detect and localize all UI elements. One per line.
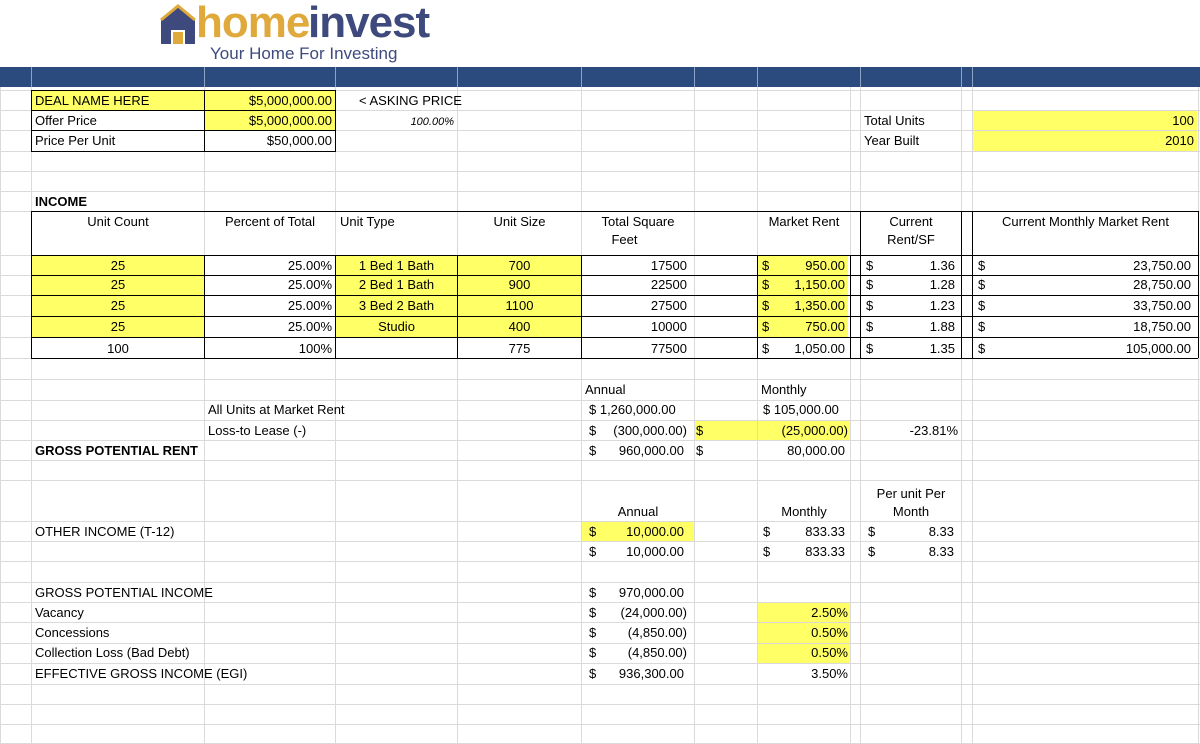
market-rent-cell[interactable]: 1,350.00 <box>794 298 845 313</box>
oi-currency: $ <box>589 524 597 539</box>
logo-home-text: home <box>196 0 310 47</box>
monthly-market-rent-cell: 18,750.00 <box>1133 319 1191 334</box>
unit-size-avg: 775 <box>508 341 531 356</box>
ltl-pct: -23.81% <box>909 423 958 438</box>
year-built-label: Year Built <box>864 133 920 148</box>
oi-annual-label: Annual <box>617 504 659 519</box>
rsf-currency: $ <box>866 341 874 356</box>
offer-price-label: Offer Price <box>35 113 97 128</box>
sqft-cell: 27500 <box>650 298 687 313</box>
unit-size-cell[interactable]: 900 <box>508 277 531 292</box>
egi-pct[interactable]: 2.50% <box>811 605 848 620</box>
unit-count-cell[interactable]: 25 <box>110 277 126 292</box>
oi-total-annual: 10,000.00 <box>626 544 684 559</box>
egi-label: GROSS POTENTIAL INCOME <box>35 585 213 600</box>
pct-cell: 25.00% <box>287 277 332 292</box>
egi-label: Concessions <box>35 625 110 640</box>
monthly-market-rent-total: 105,000.00 <box>1125 341 1191 356</box>
ltl-monthly[interactable]: (25,000.00) <box>781 423 848 438</box>
total-units-cell[interactable]: 100 <box>1172 113 1194 128</box>
offer-price-cell[interactable]: $5,000,000.00 <box>248 113 332 128</box>
oi-monthly-currency: $ <box>763 524 771 539</box>
gpr-currency-2: $ <box>696 443 704 458</box>
oi-monthly: 833.33 <box>805 524 845 539</box>
oi-total-monthly: 833.33 <box>805 544 845 559</box>
unit-size-cell[interactable]: 700 <box>508 258 531 273</box>
all-units-annual: $ 1,260,000.00 <box>589 402 676 417</box>
monthly-market-rent-cell: 28,750.00 <box>1133 277 1191 292</box>
rent-currency: $ <box>762 298 770 313</box>
col-current-2: Rent/SF <box>887 232 935 247</box>
loss-to-lease-label: Loss-to Lease (-) <box>208 423 307 438</box>
deal-name-cell[interactable]: DEAL NAME HERE <box>35 93 150 108</box>
logo-tagline: Your Home For Investing <box>210 44 398 63</box>
rsf-currency: $ <box>866 277 874 292</box>
egi-label: Vacancy <box>35 605 84 620</box>
market-rent-cell[interactable]: 750.00 <box>805 319 845 334</box>
logo-invest-text: invest <box>308 0 430 47</box>
egi-annual: (4,850.00) <box>627 625 687 640</box>
oi-total-monthly-currency: $ <box>763 544 771 559</box>
price-per-unit-cell: $50,000.00 <box>266 133 332 148</box>
unit-type-cell[interactable]: 1 Bed 1 Bath <box>358 258 435 273</box>
col-unit-type: Unit Type <box>340 214 395 229</box>
egi-currency: $ <box>589 625 597 640</box>
unit-type-cell[interactable]: 2 Bed 1 Bath <box>358 277 435 292</box>
col-market-rent: Market Rent <box>768 214 840 229</box>
rent-sf-cell: 1.88 <box>929 319 955 334</box>
sqft-total: 77500 <box>650 341 687 356</box>
egi-annual: (4,850.00) <box>627 645 687 660</box>
col-total-sqft-2: Feet <box>611 232 638 247</box>
col-monthly-market-rent: Current Monthly Market Rent <box>1002 214 1169 229</box>
unit-count-cell[interactable]: 25 <box>110 258 126 273</box>
rsf-currency: $ <box>866 298 874 313</box>
rent-currency: $ <box>762 319 770 334</box>
col-percent-total: Percent of Total <box>224 214 316 229</box>
sqft-cell: 10000 <box>650 319 687 334</box>
rent-currency: $ <box>762 258 770 273</box>
egi-currency: $ <box>589 666 597 681</box>
pct-total: 100% <box>298 341 332 356</box>
sqft-cell: 22500 <box>650 277 687 292</box>
mmr-currency: $ <box>978 258 986 273</box>
oi-total-per-unit-currency: $ <box>868 544 876 559</box>
egi-annual: 936,300.00 <box>618 666 684 681</box>
gpr-currency: $ <box>589 443 597 458</box>
market-rent-avg: 1,050.00 <box>794 341 845 356</box>
pct-cell: 25.00% <box>287 298 332 313</box>
egi-annual: (24,000.00) <box>620 605 687 620</box>
all-units-monthly: $ 105,000.00 <box>763 402 839 417</box>
mmr-currency: $ <box>978 341 986 356</box>
egi-pct[interactable]: 0.50% <box>811 625 848 640</box>
oi-total-currency: $ <box>589 544 597 559</box>
mmr-currency: $ <box>978 298 986 313</box>
header-band <box>0 67 1200 87</box>
gpr-monthly: 80,000.00 <box>787 443 845 458</box>
gpr-monthly-label: Monthly <box>761 382 807 397</box>
monthly-market-rent-cell: 23,750.00 <box>1133 258 1191 273</box>
gpr-annual: 960,000.00 <box>618 443 684 458</box>
rent-currency: $ <box>762 277 770 292</box>
col-current-1: Current <box>889 214 933 229</box>
rsf-currency: $ <box>866 319 874 334</box>
monthly-market-rent-cell: 33,750.00 <box>1133 298 1191 313</box>
oi-per-unit-currency: $ <box>868 524 876 539</box>
all-units-label: All Units at Market Rent <box>208 402 345 417</box>
egi-pct[interactable]: 0.50% <box>811 645 848 660</box>
col-total-sqft-1: Total Square <box>601 214 675 229</box>
gpr-label: GROSS POTENTIAL RENT <box>35 443 198 458</box>
egi-pct: 3.50% <box>811 666 848 681</box>
ltl-annual: (300,000.00) <box>613 423 687 438</box>
egi-currency: $ <box>589 645 597 660</box>
unit-count-cell[interactable]: 25 <box>110 298 126 313</box>
rent-currency: $ <box>762 341 770 356</box>
homeinvest-logo <box>158 0 458 66</box>
oi-total-per-unit: 8.33 <box>928 544 954 559</box>
market-rent-cell[interactable]: 1,150.00 <box>794 277 845 292</box>
rent-sf-avg: 1.35 <box>929 341 955 356</box>
pct-cell: 25.00% <box>287 319 332 334</box>
market-rent-cell[interactable]: 950.00 <box>805 258 845 273</box>
mmr-currency: $ <box>978 277 986 292</box>
egi-label: EFFECTIVE GROSS INCOME (EGI) <box>35 666 248 681</box>
egi-currency: $ <box>589 585 597 600</box>
egi-annual: 970,000.00 <box>618 585 684 600</box>
deal-price-cell[interactable]: $5,000,000.00 <box>248 93 332 108</box>
unit-type-cell[interactable]: Studio <box>378 319 415 334</box>
income-title: INCOME <box>35 194 87 209</box>
pct-cell: 25.00% <box>287 258 332 273</box>
year-built-cell[interactable]: 2010 <box>1165 133 1194 148</box>
oi-annual[interactable]: 10,000.00 <box>626 524 684 539</box>
total-units-label: Total Units <box>864 113 925 128</box>
sqft-cell: 17500 <box>650 258 687 273</box>
oi-per-unit: 8.33 <box>928 524 954 539</box>
other-income-label: OTHER INCOME (T-12) <box>35 524 175 539</box>
oi-monthly-label: Monthly <box>781 504 827 519</box>
rent-sf-cell: 1.36 <box>929 258 955 273</box>
egi-label: Collection Loss (Bad Debt) <box>35 645 190 660</box>
gpr-annual-label: Annual <box>585 382 626 397</box>
rent-sf-cell: 1.28 <box>929 277 955 292</box>
rent-sf-cell: 1.23 <box>929 298 955 313</box>
asking-price-label: < ASKING PRICE <box>359 93 462 108</box>
rsf-currency: $ <box>866 258 874 273</box>
ltl-currency: $ <box>589 423 597 438</box>
col-unit-count: Unit Count <box>87 214 149 229</box>
unit-size-cell[interactable]: 400 <box>508 319 531 334</box>
unit-size-cell[interactable]: 1100 <box>505 298 534 313</box>
egi-currency: $ <box>589 605 597 620</box>
offer-pct-cell: 100.00% <box>410 116 454 128</box>
price-per-unit-label: Price Per Unit <box>35 133 116 148</box>
unit-type-cell[interactable]: 3 Bed 2 Bath <box>358 298 435 313</box>
unit-count-cell[interactable]: 25 <box>110 319 126 334</box>
unit-count-total: 100 <box>107 341 129 356</box>
per-unit-label-1: Per unit Per <box>876 486 946 501</box>
per-unit-label-2: Month <box>892 504 930 519</box>
ltl-currency-2: $ <box>696 423 704 438</box>
mmr-currency: $ <box>978 319 986 334</box>
col-unit-size: Unit Size <box>493 214 546 229</box>
